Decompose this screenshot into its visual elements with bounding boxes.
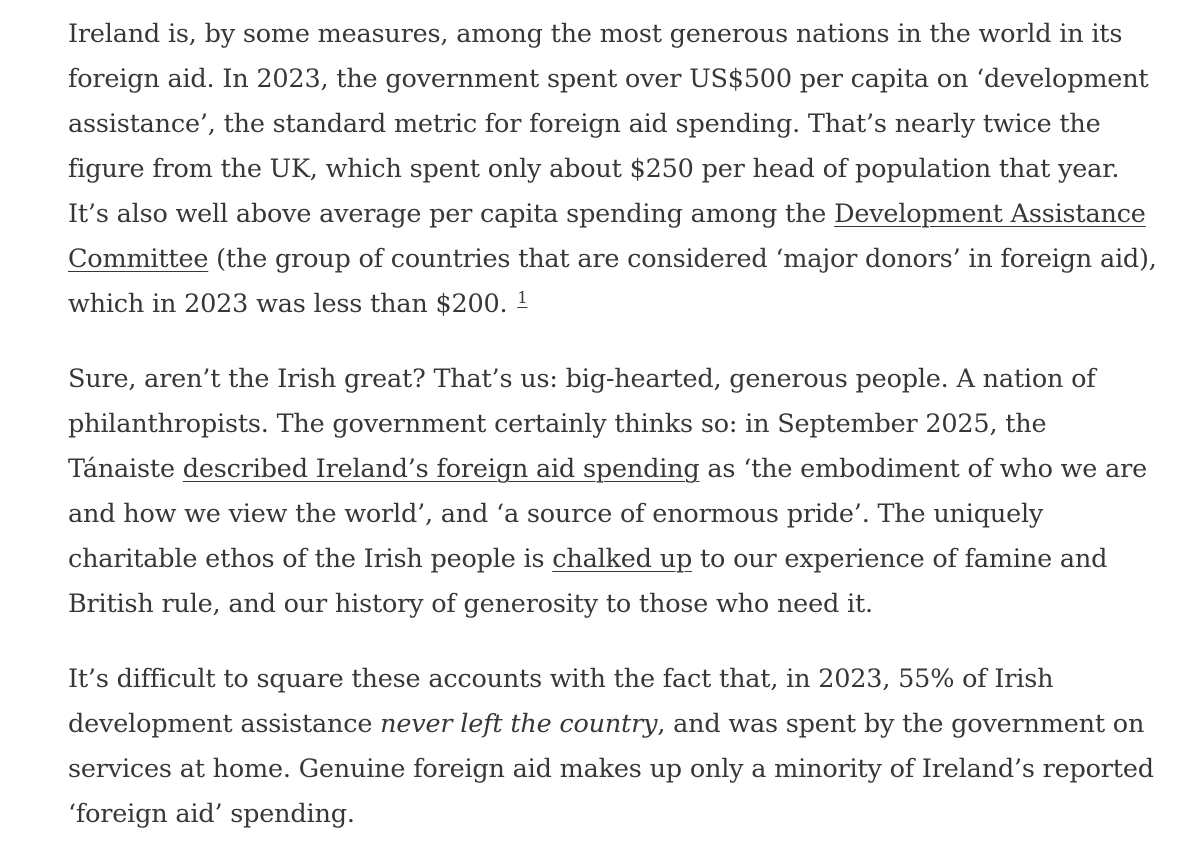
paragraph-3-text-2: , and was spent by the government on services at home. Genuine foreign aid makes up only a minority of Ireland’s reported ‘foreign aid’ spending.	[68, 709, 1154, 829]
paragraph-1	[68, 12, 1158, 327]
paragraph-3	[68, 657, 1158, 837]
paragraph-2-text-1: Sure, aren’t the Irish great? That’s us: big-hearted, generous people. A nation of philanthropists. The government certainly thinks so: in September 2025, the Tánaiste	[68, 364, 1096, 484]
emphasis-never-left-country: never left the country	[380, 709, 658, 739]
link-development-assistance-committee[interactable]: Development Assistance Committee	[68, 199, 1146, 274]
paragraph-1-text-1: Ireland is, by some measures, among the most generous nations in the world in its foreign aid. In 2023, the government spent over US$500 per capita on ‘development assistance’, the standard metric for foreign aid spending. That’s nearly twice the figure from the UK, which spent only about $250 per head of population that year. It’s also well above average per capita spending among the	[68, 19, 1149, 229]
paragraph-3-text-1: It’s difficult to square these accounts with the fact that, in 2023, 55% of Irish development assistance	[68, 664, 1054, 739]
paragraph-2	[68, 357, 1158, 627]
paragraph-2-text-3: to our experience of famine and British rule, and our history of generosity to those who need it.	[68, 544, 1108, 619]
paragraph-1-text-2: (the group of countries that are considered ‘major donors’ in foreign aid), which in 2023 was less than $200.	[68, 244, 1157, 319]
article-body	[68, 12, 1158, 867]
footnote-ref-1[interactable]: 1	[517, 287, 528, 307]
link-chalked-up[interactable]: chalked up	[552, 544, 693, 574]
paragraph-2-text-2: as ‘the embodiment of who we are and how we view the world’, and ‘a source of enormous pride’. The uniquely charitable ethos of the Irish people is	[68, 454, 1147, 574]
link-described-foreign-aid[interactable]: described Ireland’s foreign aid spending	[182, 454, 700, 484]
